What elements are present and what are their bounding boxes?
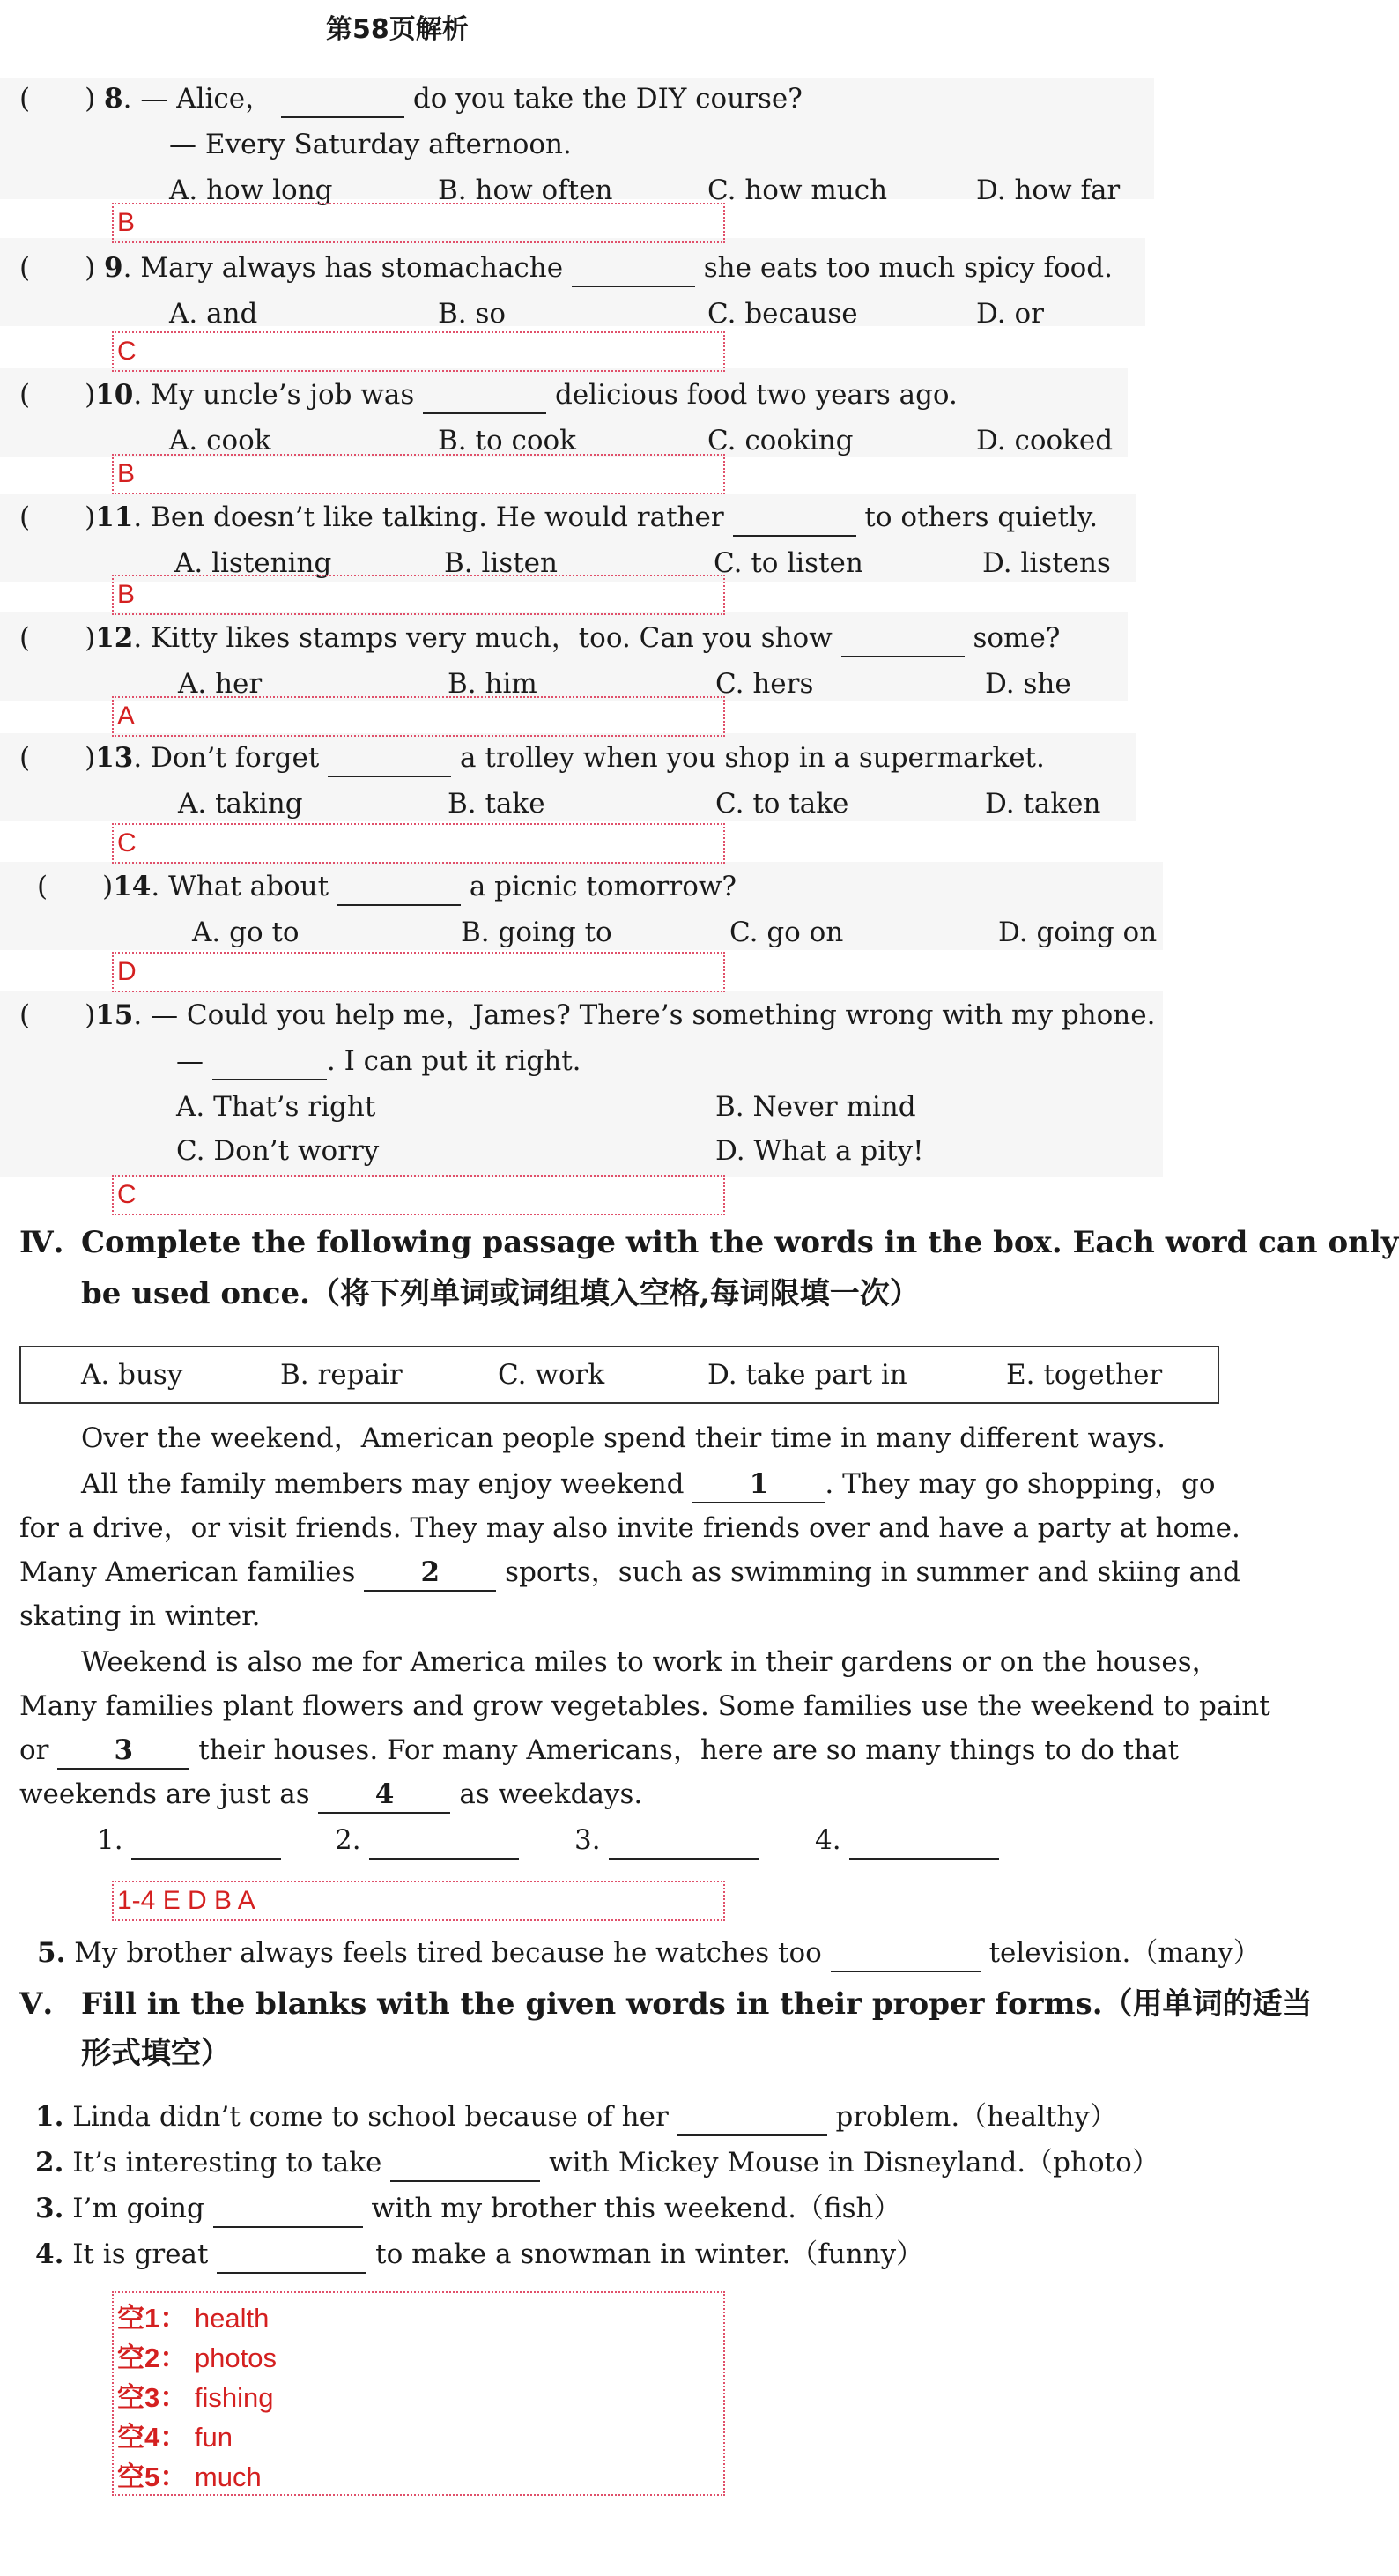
fill-item-4: 4. It is great to make a snowman in winter.（funny）	[35, 2237, 923, 2274]
option: A. listening	[174, 547, 332, 579]
option: A. cook	[169, 425, 271, 457]
option: A. and	[169, 298, 258, 330]
answer-box-12: A	[112, 696, 725, 737]
mc-question-11: ( )11. Ben doesn’t like talking. He would rather to others quietly.	[19, 500, 1098, 537]
option: B. how often	[438, 174, 613, 206]
option: B. going to	[461, 917, 612, 948]
option: C. hers	[715, 668, 814, 700]
option: B. to cook	[438, 425, 576, 457]
fill-item-1: 1. Linda didn’t come to school because of her problem.（healthy）	[35, 2099, 1117, 2136]
mc-question-10: ( )10. My uncle’s job was delicious food two years ago.	[19, 377, 958, 414]
blank-label: 2.	[335, 1823, 519, 1860]
option: D. or	[976, 298, 1044, 330]
option: B. Never mind	[715, 1091, 916, 1123]
option: A. go to	[192, 917, 300, 948]
section-5-numeral: Ⅴ.	[19, 1986, 54, 2022]
passage-line: All the family members may enjoy weekend 1 . They may go shopping，go	[81, 1466, 1216, 1503]
word-option: E. together	[1006, 1359, 1163, 1391]
mc-question-15: ( )15. — Could you help me，James? There’s something wrong with my phone.	[19, 999, 1156, 1031]
mc-question-8: ( ) 8. — Alice， do you take the DIY course?	[19, 81, 803, 118]
option: C. because	[707, 298, 858, 330]
answer-box-section-4: 1-4 E D B A	[112, 1881, 725, 1921]
option: D. listens	[982, 547, 1111, 579]
passage-line: Weekend is also me for America miles to work in their gardens or on the houses，	[81, 1646, 1219, 1678]
answer-line: 空4： fun	[117, 2422, 233, 2453]
passage-line: Many American families 2 sports，such as swimming in summer and skiing and	[19, 1555, 1240, 1592]
passage-line: weekends are just as 4 as weekdays.	[19, 1777, 642, 1814]
word-option: A. busy	[81, 1359, 183, 1391]
option: C. how much	[707, 174, 888, 206]
option: D. how far	[976, 174, 1121, 206]
section-5-title-line2: 形式填空）	[81, 2036, 231, 2071]
mc-question-15-line2: — . I can put it right.	[176, 1043, 581, 1080]
mc-question-14: ( )14. What about a picnic tomorrow?	[37, 869, 737, 906]
passage-line: Many families plant flowers and grow vegetables. Some families use the weekend to paint	[19, 1690, 1270, 1722]
section-5-title: Fill in the blanks with the given words in their proper forms.（用单词的适当	[81, 1986, 1313, 2022]
mc-question-9: ( ) 9. Mary always has stomachache she eats too much spicy food.	[19, 250, 1113, 287]
section-4-title-line2: be used once.（将下列单词或词组填入空格,每词限填一次）	[81, 1276, 920, 1311]
option: B. him	[448, 668, 537, 700]
word-option: C. work	[498, 1359, 605, 1391]
answer-line: 空5： much	[117, 2461, 262, 2492]
option: A. how long	[169, 174, 333, 206]
blank-label: 3.	[574, 1823, 759, 1860]
answer-line: 空2： photos	[117, 2342, 277, 2373]
option: C. go on	[729, 917, 844, 948]
mc-question-8-line2: — Every Saturday afternoon.	[169, 129, 572, 160]
fill-item-3: 3. I’m going with my brother this weekend.（fish）	[35, 2191, 900, 2228]
passage-line: skating in winter.	[19, 1600, 261, 1632]
answer-box-14: D	[112, 952, 725, 992]
section-4-title: Complete the following passage with the words in the box. Each word can only	[81, 1225, 1399, 1260]
option: A. her	[178, 668, 263, 700]
option: B. take	[448, 788, 545, 820]
section-4-numeral: Ⅳ.	[19, 1225, 64, 1260]
option: A. That’s right	[176, 1091, 376, 1123]
option: D. cooked	[976, 425, 1114, 457]
answer-box-13: C	[112, 823, 725, 864]
answer-box-10: B	[112, 454, 725, 494]
option: C. to listen	[714, 547, 863, 579]
option: D. taken	[985, 788, 1101, 820]
page-title: 第58页解析	[326, 14, 469, 45]
answer-box-11: B	[112, 575, 725, 615]
option: B. so	[438, 298, 507, 330]
answer-line: 空1： health	[117, 2303, 270, 2334]
option: C. to take	[715, 788, 849, 820]
option: D. she	[985, 668, 1071, 700]
mc-question-12: ( )12. Kitty likes stamps very much，too. Can you show some?	[19, 620, 1060, 657]
word-option: B. repair	[280, 1359, 403, 1391]
answer-box-9: C	[112, 331, 725, 372]
answer-box-15: C	[112, 1175, 725, 1215]
option: C. cooking	[707, 425, 854, 457]
answer-box-section-5	[112, 2291, 725, 2496]
word-option: D. take part in	[707, 1359, 907, 1391]
blank-label: 1.	[97, 1823, 281, 1860]
option: A. taking	[178, 788, 303, 820]
passage-line: for a drive，or visit friends. They may also invite friends over and have a party at home.	[19, 1512, 1240, 1544]
passage-line: or 3 their houses. For many Americans，here are so many things to do that	[19, 1733, 1179, 1770]
option: C. Don’t worry	[176, 1135, 380, 1167]
answer-line: 空3： fishing	[117, 2382, 274, 2413]
passage-line: Over the weekend，American people spend their time in many different ways.	[81, 1422, 1166, 1454]
option: D. What a pity!	[715, 1135, 924, 1167]
option: B. listen	[444, 547, 558, 579]
blank-label: 4.	[815, 1823, 999, 1860]
question-5: 5. My brother always feels tired because he watches too television.（many）	[37, 1935, 1261, 1972]
option: D. going on	[998, 917, 1158, 948]
fill-item-2: 2. It’s interesting to take with Mickey Mouse in Disneyland.（photo）	[35, 2145, 1159, 2182]
answer-box-8: B	[112, 203, 725, 243]
mc-question-13: ( )13. Don’t forget a trolley when you shop in a supermarket.	[19, 740, 1045, 777]
